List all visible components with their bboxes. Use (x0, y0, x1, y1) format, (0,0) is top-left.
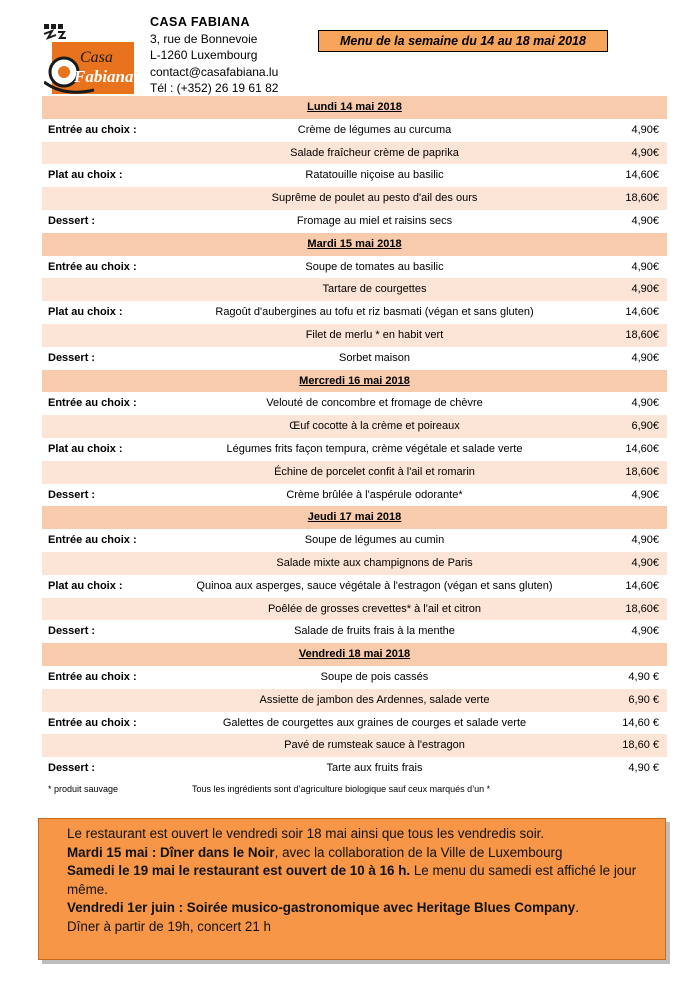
logo-text-top: Casa (80, 49, 113, 66)
course-category: Entrée au choix : (48, 260, 137, 273)
course-category: Dessert : (48, 351, 96, 364)
day-header: Jeudi 17 mai 2018 (42, 506, 667, 529)
menu-item-row (42, 620, 667, 643)
menu-item-row (42, 324, 667, 347)
menu-item-row (42, 187, 667, 210)
contact-phone: Tél : (+352) 26 19 61 82 (150, 81, 279, 95)
info-line-3 (67, 862, 665, 899)
dish-name: Tarte aux fruits frais (326, 762, 423, 775)
course-category: Plat au choix : (48, 169, 123, 182)
dish-price: 18,60€ (625, 328, 659, 341)
dish-name: Soupe de légumes au cumin (304, 534, 445, 547)
dish-price: 4,90€ (631, 146, 659, 159)
dish-name: Crème de légumes au curcuma (297, 123, 452, 136)
dish-name: Quinoa aux asperges, sauce végétale à l'estragon (végan et sans gluten) (196, 579, 553, 592)
dish-name: Filet de merlu * en habit vert (305, 328, 444, 341)
course-category: Plat au choix : (48, 579, 123, 592)
logo-text-bottom: Fabiana (74, 67, 134, 86)
dish-price: 4,90 € (628, 762, 659, 775)
dish-price: 14,60€ (625, 442, 659, 455)
menu-item-row (42, 529, 667, 552)
day-header: Vendredi 18 mai 2018 (42, 643, 667, 666)
dish-price: 4,90€ (631, 123, 659, 136)
menu-item-row (42, 712, 667, 735)
info-line-2-bold: Mardi 15 mai : Dîner dans le Noir (67, 844, 275, 860)
dish-price: 4,90€ (631, 534, 659, 547)
menu-item-row (42, 598, 667, 621)
restaurant-name: CASA FABIANA (150, 15, 250, 29)
info-line-4-rest: . (575, 900, 579, 915)
dish-price: 18,60 € (622, 739, 659, 752)
dish-name: Ragoût d'aubergines au tofu et riz basmati (végan et sans gluten) (215, 306, 534, 319)
menu-item-row (42, 461, 667, 484)
course-category: Entrée au choix : (48, 716, 137, 729)
dish-name: Sorbet maison (339, 351, 410, 364)
dish-price: 6,90€ (631, 420, 659, 433)
dish-price: 4,90€ (631, 351, 659, 364)
menu-item-row (42, 734, 667, 757)
info-line-2 (67, 844, 665, 863)
info-line-4 (67, 899, 665, 918)
dish-name: Légumes frits façon tempura, crème végétale et salade verte (226, 442, 523, 455)
dish-price: 4,90 € (628, 670, 659, 683)
dish-name: Crème brûlée à l'aspérule odorante* (286, 488, 463, 501)
info-line-5: Dîner à partir de 19h, concert 21 h (67, 918, 271, 934)
dish-price: 18,60€ (625, 192, 659, 205)
dish-name: Salade de fruits frais à la menthe (294, 625, 455, 638)
dish-price: 4,90€ (631, 283, 659, 296)
menu-item-row (42, 666, 667, 689)
dish-name: Velouté de concombre et fromage de chèvre (266, 397, 483, 410)
menu-item-row (42, 415, 667, 438)
info-line-3-rest: Le menu du samedi est affiché le jour même. (67, 863, 637, 897)
menu-item-row (42, 757, 667, 780)
dish-price: 14,60€ (625, 306, 659, 319)
dish-name: Soupe de pois cassés (320, 670, 429, 683)
course-category: Dessert : (48, 488, 96, 501)
dish-name: Œuf cocotte à la crème et poireaux (289, 420, 460, 433)
week-title: Menu de la semaine du 14 au 18 mai 2018 (318, 30, 608, 52)
dish-price: 14,60 € (622, 716, 659, 729)
info-line-3-bold: Samedi le 19 mai le restaurant est ouvert de 10 à 16 h. (67, 863, 411, 878)
dish-price: 4,90€ (631, 397, 659, 410)
dish-name: Soupe de tomates au basilic (305, 260, 444, 273)
info-line-1: Le restaurant est ouvert le vendredi soir 18 mai ainsi que tous les vendredis soir. (67, 826, 545, 841)
course-category: Plat au choix : (48, 306, 123, 319)
dish-price: 4,90€ (631, 488, 659, 501)
contact-email[interactable]: contact@casafabiana.lu (150, 64, 279, 79)
menu-item-row (42, 689, 667, 712)
address-line-2: L-1260 Luxembourg (150, 48, 258, 62)
info-box (38, 818, 666, 960)
course-category: Dessert : (48, 214, 96, 227)
dish-price: 14,60€ (625, 169, 659, 182)
course-category: Dessert : (48, 625, 96, 638)
menu-item-row (42, 256, 667, 279)
dish-price: 4,90€ (631, 625, 659, 638)
day-header: Mercredi 16 mai 2018 (42, 370, 667, 393)
menu-item-row (42, 164, 667, 187)
course-category: Entrée au choix : (48, 534, 137, 547)
menu-item-row (42, 119, 667, 142)
dish-name: Poêlée de grosses crevettes* à l'ail et citron (267, 602, 482, 615)
footnote-row (42, 780, 667, 798)
dish-price: 6,90 € (628, 693, 659, 706)
dish-price: 18,60€ (625, 602, 659, 615)
menu-item-row (42, 347, 667, 370)
menu-item-row (42, 484, 667, 507)
dish-name: Pavé de rumsteak sauce à l'estragon (284, 739, 465, 752)
menu-item-row (42, 278, 667, 301)
info-line-4-bold: Vendredi 1er juin : Soirée musico-gastronomique avec Heritage Blues Company (67, 900, 576, 915)
dish-name: Échine de porcelet confit à l'ail et romarin (274, 465, 475, 478)
course-category: Plat au choix : (48, 442, 123, 455)
day-header: Mardi 15 mai 2018 (42, 233, 667, 256)
address-line-1: 3, rue de Bonnevoie (150, 31, 258, 46)
course-category: Dessert : (48, 762, 96, 775)
dish-price: 4,90€ (631, 214, 659, 227)
info-line-2-rest: , avec la collaboration de la Ville de Luxembourg (274, 844, 563, 860)
menu-table (42, 96, 667, 798)
day-header: Lundi 14 mai 2018 (42, 96, 667, 119)
menu-item-row (42, 142, 667, 165)
dish-price: 18,60€ (625, 465, 659, 478)
menu-item-row (42, 301, 667, 324)
dish-price: 4,90€ (631, 260, 659, 273)
dish-name: Ratatouille niçoise au basilic (305, 169, 444, 182)
dish-name: Suprême de poulet au pesto d'ail des ours (271, 192, 478, 205)
dish-price: 14,60€ (625, 579, 659, 592)
menu-item-row (42, 210, 667, 233)
dish-name: Tartare de courgettes (322, 283, 427, 296)
footnote-organic: Tous les ingrédients sont d’agriculture biologique sauf ceux marqués d’un * (192, 783, 491, 794)
dish-name: Salade mixte aux champignons de Paris (276, 556, 473, 569)
course-category: Entrée au choix : (48, 123, 137, 136)
dish-name: Fromage au miel et raisins secs (296, 214, 453, 227)
dish-price: 4,90€ (631, 556, 659, 569)
dish-name: Galettes de courgettes aux graines de courges et salade verte (222, 716, 527, 729)
dish-name: Assiette de jambon des Ardennes, salade verte (259, 693, 490, 706)
menu-item-row (42, 438, 667, 461)
footnote-wild-product: * produit sauvage (48, 783, 119, 794)
menu-item-row (42, 552, 667, 575)
dish-name: Salade fraîcheur crème de paprika (290, 146, 459, 159)
address-block (150, 14, 278, 97)
menu-item-row (42, 392, 667, 415)
casa-fabiana-logo (44, 22, 136, 98)
course-category: Entrée au choix : (48, 670, 137, 683)
logo-graphic (44, 22, 136, 98)
menu-item-row (42, 575, 667, 598)
course-category: Entrée au choix : (48, 397, 137, 410)
